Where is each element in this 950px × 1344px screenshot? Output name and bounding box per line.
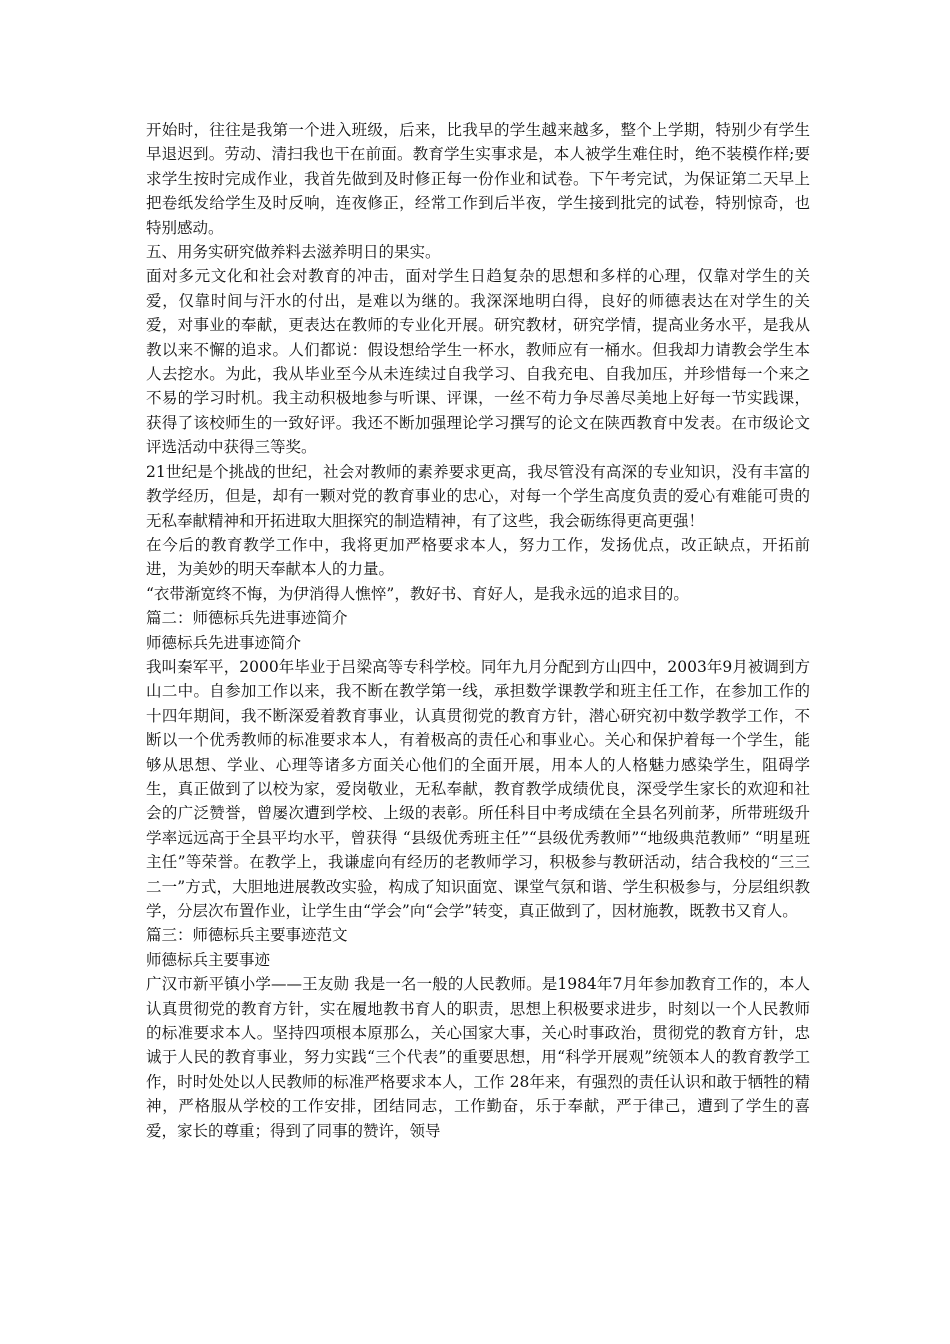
subtitle-three: 师德标兵主要事迹 [146, 950, 271, 969]
paragraph-attendance: 开始时，往往是我第一个进入班级，后来，比我早的学生越来越多，整个上学期，特别少有学生早退迟到。劳动、清扫我也干在前面。教育学生实事求是，本人被学生难住时，绝不装模作样;要求学生按时完成作业，我首先做到及时修正每一份作业和试卷。下午考完试，为保证第二天早上把卷纸发给学生及时反响，连夜修正，经常工作到后半夜，学生接到批完的试卷，特别惊奇，也特别感动。 [146, 121, 810, 237]
subtitle-two: 师德标兵先进事迹简介 [146, 633, 302, 652]
document-body [146, 118, 810, 1143]
chapter-heading-two: 篇二：师德标兵先进事迹简介 [146, 609, 348, 628]
paragraph-wang-youxun: 广汉市新平镇小学——王友勋 我是一名一般的人民教师。是1984年7月年参加教育工作的，本人认真贯彻党的教育方针，实在履地教书育人的职责，思想上积极要求进步，时刻以一个人民教师的标准要求本人。坚持四项根本原那么，关心国家大事，关心时事政治，贯彻党的教育方针，忠诚于人民的教育事业，努力实践“三个代表”的重要思想，用“科学开展观”统领本人的教育教学工作，时时处处以人民教师的标准严格要求本人，工作 28年来，有强烈的责任认识和敢于牺牲的精神，严格服从学校的工作安排，团结同志，工作勤奋，乐于奉献，严于律己，遭到了学生的喜爱，家长的尊重；得到了同事的赞许，领导 [146, 975, 810, 1140]
section-heading-five: 五、用务实研究做养料去滋养明日的果实。 [146, 243, 441, 262]
chapter-heading-three: 篇三：师德标兵主要事迹范文 [146, 926, 348, 945]
paragraph-qin-junping: 我叫秦军平，2000年毕业于吕梁高等专科学校。同年九月分配到方山四中，2003年9月被调到方山二中。自参加工作以来，我不断在教学第一线，承担数学课教学和班主任工作，在参加工作的十四年期间，我不断深爱着教育事业，认真贯彻党的教育方针，潜心研究初中数学教学工作，不断以一个优秀教师的标准要求本人，有着极高的责任心和事业心。关心和保护着每一个学生，能够从思想、学业、心理等诸多方面关心他们的全面开展，用本人的人格魅力感染学生，阻碍学生，真正做到了以校为家，爱岗敬业，无私奉献，教育教学成绩优良，深受学生家长的欢迎和社会的广泛赞誉，曾屡次遭到学校、上级的表彰。所任科目中考成绩在全县名列前茅，所带班级升学率远远高于全县平均水平，曾获得 “县级优秀班主任”“县级优秀教师”“地级典范教师” “明星班主任”等荣誉。在教学上，我谦虚向有经历的老教师学习，积极参与教研活动，结合我校的“三三二一”方式，大胆地进展教改实验，构成了知识面宽、课堂气氛和谐、学生积极参与，分层组织教学，分层次布置作业，让学生由“学会”向“会学”转变，真正做到了，因材施教，既教书又育人。 [146, 657, 810, 920]
paragraph-quote: “衣带渐宽终不悔，为伊消得人憔悴”，教好书、育好人，是我永远的追求目的。 [146, 584, 689, 603]
paragraph-21st-century: 21世纪是个挑战的世纪，社会对教师的素养要求更高，我尽管没有高深的专业知识，没有丰富的教学经历，但是，却有一颗对党的教育事业的忠心，对每一个学生高度负责的爱心有难能可贵的无私奉献精神和开拓进取大胆探究的制造精神，有了这些，我会砺练得更高更强！ [146, 462, 810, 530]
paragraph-professional-growth: 面对多元文化和社会对教育的冲击，面对学生日趋复杂的思想和多样的心理，仅靠对学生的关爱，仅靠时间与汗水的付出，是难以为继的。我深深地明白得，良好的师德表达在对学生的关爱，对事业的奉献，更表达在教师的专业化开展。研究教材，研究学情，提高业务水平，是我从教以来不懈的追求。人们都说：假设想给学生一杯水，教师应有一桶水。但我却力请教会学生本人去挖水。为此，我从毕业至今从未连续过自我学习、自我充电、自我加压，并珍惜每一个来之不易的学习时机。我主动积极地参与听课、评课，一丝不苟力争尽善尽美地上好每一节实践课，获得了该校师生的一致好评。我还不断加强理论学习撰写的论文在陕西教育中发表。在市级论文评选活动中获得三等奖。 [146, 267, 810, 457]
paragraph-future-work: 在今后的教育教学工作中，我将更加严格要求本人，努力工作，发扬优点，改正缺点，开拓前进，为美妙的明天奉献本人的力量。 [146, 535, 810, 579]
